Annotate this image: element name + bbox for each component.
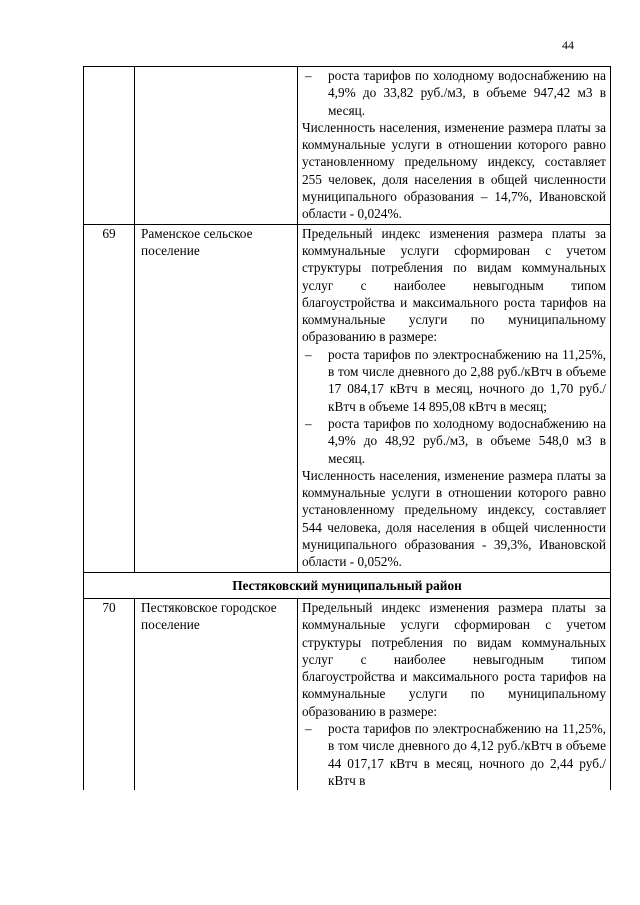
page-number: 44 xyxy=(562,38,574,52)
description-cell xyxy=(298,598,611,790)
population-paragraph: Численность населения, изменение размера платы за коммунальные услуги в отношении которого равно установленному предельному индексу, составляет 255 человек, доля населения в общей численности муниципального образования – 14,7%, Ивановской области - 0,024%. xyxy=(302,119,606,222)
dash-marker: – xyxy=(305,346,312,362)
list-item-text: роста тарифов по холодному водоснабжению на 4,9% до 48,92 руб./м3, в объеме 548,0 м3 в месяц. xyxy=(328,415,606,466)
list-item xyxy=(302,346,606,415)
population-paragraph: Численность населения, изменение размера платы за коммунальные услуги в отношении которого равно установленному предельному индексу, составляет 544 человека, доля населения в общей численности муниципального образования - 39,3%, Ивановской области - 0,052%. xyxy=(302,467,606,570)
description-cell xyxy=(298,67,611,225)
list-item xyxy=(302,415,606,467)
intro-paragraph: Предельный индекс изменения размера платы за коммунальные услуги сформирован с учетом структуры потребления по видам коммунальных услуг с наиболее невыгодным типом благоустройства и максимального роста тарифов на коммунальные услуги по муниципальному образованию в размере: xyxy=(302,225,606,345)
dash-marker: – xyxy=(305,720,312,736)
list-item-text: роста тарифов по электроснабжению на 11,25%, в том числе дневного до 2,88 руб./кВтч в объеме 17 084,17 кВтч в месяц, ночного до 1,70 руб./кВтч в объеме 14 895,08 кВтч в месяц; xyxy=(328,346,606,414)
list-item-text: роста тарифов по холодному водоснабжению на 4,9% до 33,82 руб./м3, в объеме 947,42 м3 в месяц. xyxy=(328,68,606,118)
list-item-text: роста тарифов по электроснабжению на 11,25%, в том числе дневного до 4,12 руб./кВтч в объеме 44 017,17 кВтч в месяц, ночного до 2,44 руб./кВтч в xyxy=(328,720,606,788)
list-item xyxy=(302,720,606,789)
tariff-table xyxy=(83,66,611,790)
settlement-name-cell: Пестяковское городское поселение xyxy=(135,598,298,790)
list-item xyxy=(302,67,606,119)
row-number-cell xyxy=(84,67,135,225)
table-row-continuation xyxy=(84,67,611,225)
tariff-list xyxy=(302,720,606,789)
row-number-cell: 69 xyxy=(84,224,135,572)
table-row-70 xyxy=(84,598,611,790)
description-cell xyxy=(298,224,611,572)
tariff-list xyxy=(302,346,606,467)
section-title: Пестяковский муниципальный район xyxy=(84,572,611,598)
row-number-cell: 70 xyxy=(84,598,135,790)
section-row xyxy=(84,572,611,598)
settlement-name-cell xyxy=(135,67,298,225)
dash-marker: – xyxy=(305,68,312,83)
table-row-69 xyxy=(84,224,611,572)
settlement-name-cell: Раменское сельское поселение xyxy=(135,224,298,572)
intro-paragraph: Предельный индекс изменения размера платы за коммунальные услуги сформирован с учетом структуры потребления по видам коммунальных услуг с наиболее невыгодным типом благоустройства и максимального роста тарифов на коммунальные услуги по муниципальному образованию в размере: xyxy=(302,599,606,719)
tariff-list xyxy=(302,67,606,119)
dash-marker: – xyxy=(305,415,312,431)
